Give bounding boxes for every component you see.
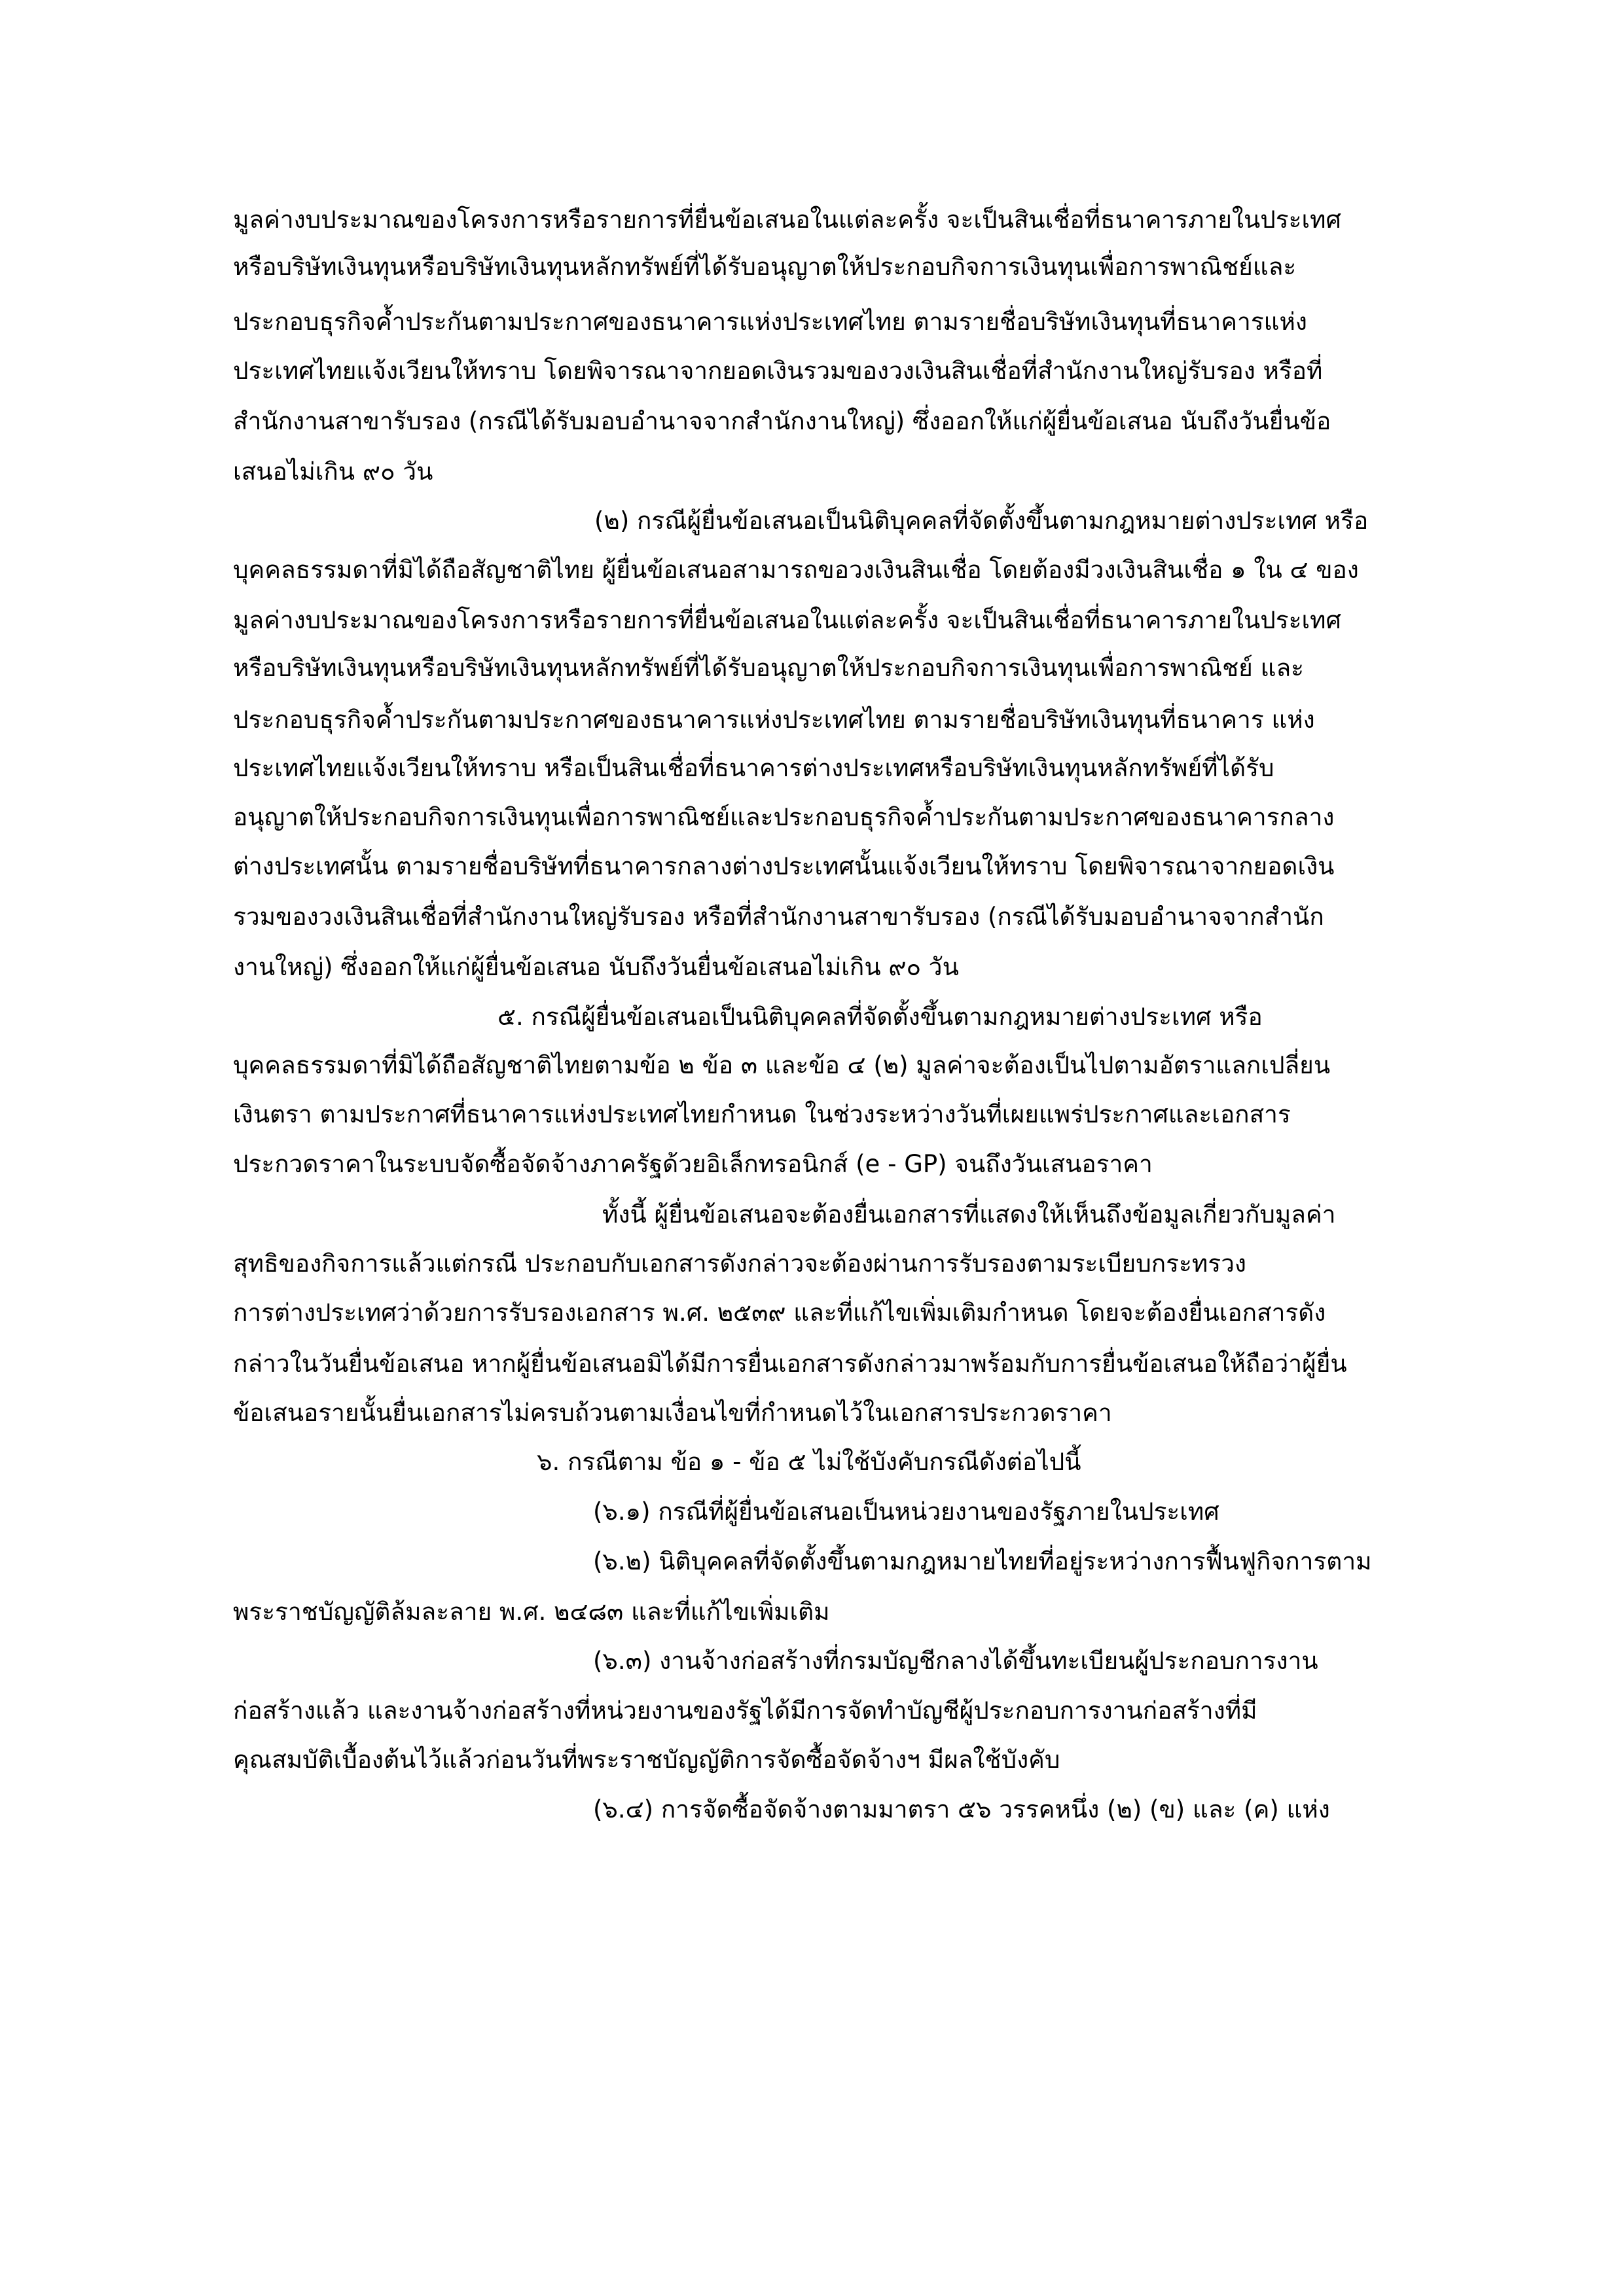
paragraph-line: ข้อเสนอรายนั้นยื่นเอกสารไม่ครบถ้วนตามเงื่อนไขที่กำหนดไว้ในเอกสารประกวดราคา [233, 1399, 1112, 1427]
paragraph-line: ทั้งนี้ ผู้ยื่นข้อเสนอจะต้องยื่นเอกสารที่แสดงให้เห็นถึงข้อมูลเกี่ยวกับมูลค่า [602, 1200, 1336, 1229]
paragraph-line: หรือบริษัทเงินทุนหรือบริษัทเงินทุนหลักทรัพย์ที่ได้รับอนุญาตให้ประกอบกิจการเงินทุนเพื่อการพาณิชย์และ [233, 253, 1297, 281]
paragraph-line: (๒) กรณีผู้ยื่นข้อเสนอเป็นนิติบุคคลที่จัดตั้งขึ้นตามกฎหมายต่างประเทศ หรือ [594, 507, 1369, 535]
paragraph-line: รวมของวงเงินสินเชื่อที่สำนักงานใหญ่รับรอง หรือที่สำนักงานสาขารับรอง (กรณีได้รับมอบอำนาจจากสำนัก [233, 903, 1324, 931]
paragraph-line: หรือบริษัทเงินทุนหรือบริษัทเงินทุนหลักทรัพย์ที่ได้รับอนุญาตให้ประกอบกิจการเงินทุนเพื่อการพาณิชย์ และ [233, 654, 1305, 682]
paragraph-line: ประเทศไทยแจ้งเวียนให้ทราบ หรือเป็นสินเชื่อที่ธนาคารต่างประเทศหรือบริษัทเงินทุนหลักทรัพย์ที่ได้รับ [233, 754, 1274, 782]
paragraph-line: ประกวดราคาในระบบจัดซื้อจัดจ้างภาครัฐด้วยอิเล็กทรอนิกส์ (e - GP) จนถึงวันเสนอราคา [233, 1150, 1153, 1178]
paragraph-line: ต่างประเทศนั้น ตามรายชื่อบริษัทที่ธนาคารกลางต่างประเทศนั้นแจ้งเวียนให้ทราบ โดยพิจารณาจากยอดเงิน [233, 852, 1335, 880]
list-item: (๖.๑) กรณีที่ผู้ยื่นข้อเสนอเป็นหน่วยงานของรัฐภายในประเทศ [593, 1498, 1219, 1526]
paragraph-line: สุทธิของกิจการแล้วแต่กรณี ประกอบกับเอกสารดังกล่าวจะต้องผ่านการรับรองตามระเบียบกระทรวง [233, 1249, 1246, 1278]
paragraph-line: เสนอไม่เกิน ๙๐ วัน [233, 457, 433, 486]
paragraph-line: การต่างประเทศว่าด้วยการรับรองเอกสาร พ.ศ. ๒๕๓๙ และที่แก้ไขเพิ่มเติมกำหนด โดยจะต้องยื่นเอกสารดัง [233, 1299, 1326, 1327]
section-heading: ๖. กรณีตาม ข้อ ๑ - ข้อ ๕ ไม่ใช้บังคับกรณีดังต่อไปนี้ [537, 1448, 1081, 1476]
paragraph-line: อนุญาตให้ประกอบกิจการเงินทุนเพื่อการพาณิชย์และประกอบธุรกิจค้ำประกันตามประกาศของธนาคารกลาง [233, 803, 1335, 831]
paragraph-line: ก่อสร้างแล้ว และงานจ้างก่อสร้างที่หน่วยงานของรัฐได้มีการจัดทำบัญชีผู้ประกอบการงานก่อสร้างที่มี [233, 1696, 1257, 1725]
paragraph-line: มูลค่างบประมาณของโครงการหรือรายการที่ยื่นข้อเสนอในแต่ละครั้ง จะเป็นสินเชื่อที่ธนาคารภายในประเทศ [233, 606, 1342, 634]
section-heading: ๕. กรณีผู้ยื่นข้อเสนอเป็นนิติบุคคลที่จัดตั้งขึ้นตามกฎหมายต่างประเทศ หรือ [497, 1003, 1263, 1031]
paragraph-line: บุคคลธรรมดาที่มิได้ถือสัญชาติไทย ผู้ยื่นข้อเสนอสามารถขอวงเงินสินเชื่อ โดยต้องมีวงเงินสินเชื่อ ๑ ใน ๔ ของ [233, 556, 1359, 584]
paragraph-line: พระราชบัญญัติล้มละลาย พ.ศ. ๒๔๘๓ และที่แก้ไขเพิ่มเติม [233, 1598, 830, 1626]
paragraph-line: กล่าวในวันยื่นข้อเสนอ หากผู้ยื่นข้อเสนอมิได้มีการยื่นเอกสารดังกล่าวมาพร้อมกับการยื่นข้อเสนอให้ถือว่าผู้ยื่น [233, 1350, 1347, 1378]
paragraph-line: ประเทศไทยแจ้งเวียนให้ทราบ โดยพิจารณาจากยอดเงินรวมของวงเงินสินเชื่อที่สำนักงานใหญ่รับรอง หรือที่ [233, 357, 1323, 385]
paragraph-line: งานใหญ่) ซึ่งออกให้แก่ผู้ยื่นข้อเสนอ นับถึงวันยื่นข้อเสนอไม่เกิน ๙๐ วัน [233, 953, 959, 981]
list-item: (๖.๓) งานจ้างก่อสร้างที่กรมบัญชีกลางได้ขึ้นทะเบียนผู้ประกอบการงาน [593, 1647, 1318, 1675]
paragraph-line: บุคคลธรรมดาที่มิได้ถือสัญชาติไทยตามข้อ ๒ ข้อ ๓ และข้อ ๔ (๒) มูลค่าจะต้องเป็นไปตามอัตราแลกเปลี่ยน [233, 1051, 1331, 1079]
paragraph-line: ประกอบธุรกิจค้ำประกันตามประกาศของธนาคารแห่งประเทศไทย ตามรายชื่อบริษัทเงินทุนที่ธนาคารแห่ง [233, 308, 1307, 336]
list-item: (๖.๔) การจัดซื้อจัดจ้างตามมาตรา ๕๖ วรรคหนึ่ง (๒) (ข) และ (ค) แห่ง [593, 1795, 1330, 1823]
paragraph-line: สำนักงานสาขารับรอง (กรณีได้รับมอบอำนาจจากสำนักงานใหญ่) ซึ่งออกให้แก่ผู้ยื่นข้อเสนอ นับถึงวันยื่นข้อ [233, 407, 1331, 435]
paragraph-line: ประกอบธุรกิจค้ำประกันตามประกาศของธนาคารแห่งประเทศไทย ตามรายชื่อบริษัทเงินทุนที่ธนาคาร แห่ง [233, 706, 1315, 734]
paragraph-line: คุณสมบัติเบื้องต้นไว้แล้วก่อนวันที่พระราชบัญญัติการจัดซื้อจัดจ้างฯ มีผลใช้บังคับ [233, 1746, 1060, 1774]
paragraph-line: มูลค่างบประมาณของโครงการหรือรายการที่ยื่นข้อเสนอในแต่ละครั้ง จะเป็นสินเชื่อที่ธนาคารภายในประเทศ [233, 206, 1342, 234]
paragraph-line: เงินตรา ตามประกาศที่ธนาคารแห่งประเทศไทยกำหนด ในช่วงระหว่างวันที่เผยแพร่ประกาศและเอกสาร [233, 1100, 1291, 1128]
list-item: (๖.๒) นิติบุคคลที่จัดตั้งขึ้นตามกฎหมายไทยที่อยู่ระหว่างการฟื้นฟูกิจการตาม [593, 1547, 1372, 1575]
